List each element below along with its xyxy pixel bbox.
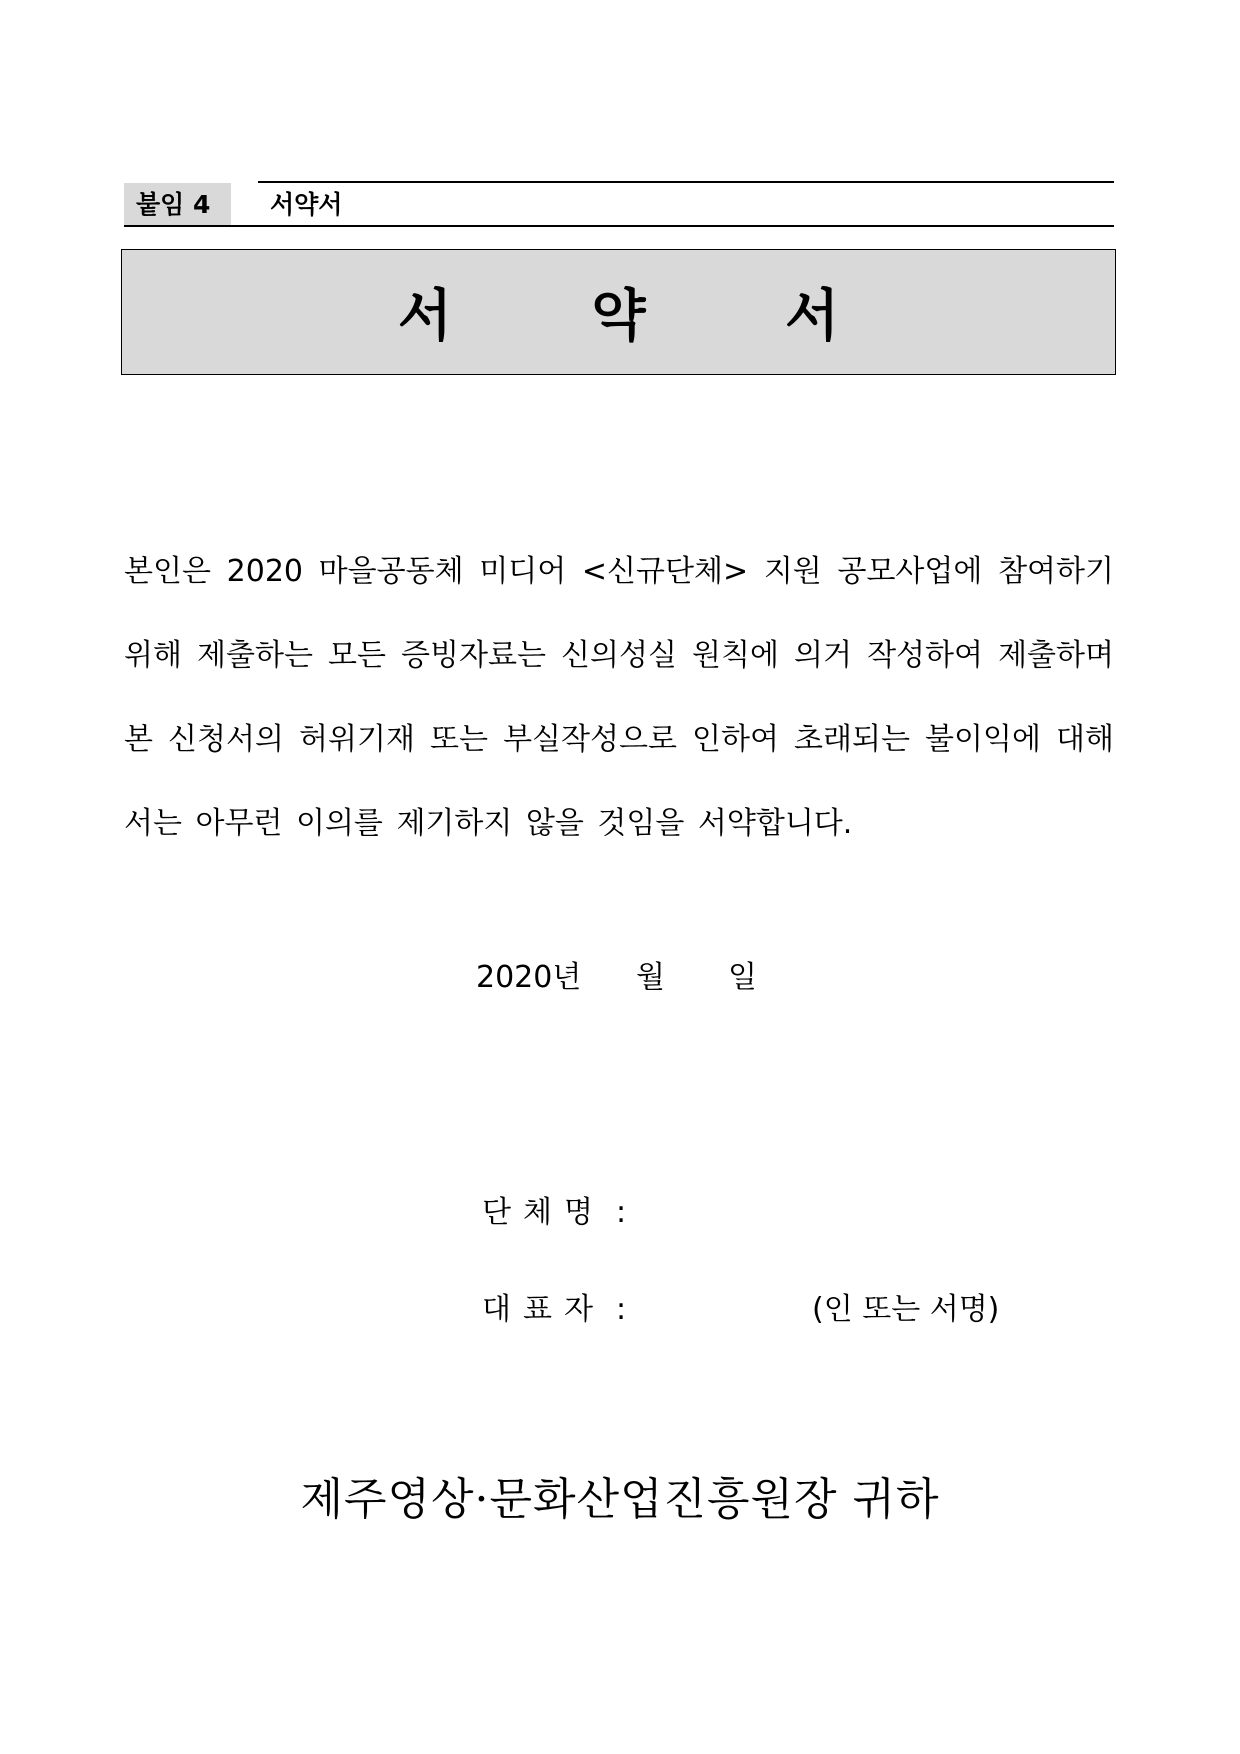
addressee: 제주영상·문화산업진흥원장 귀하	[300, 1474, 940, 1525]
document-title: 서 약 서	[397, 284, 900, 349]
representative-colon: :	[616, 1292, 627, 1327]
attachment-label: 붙임 4	[124, 183, 231, 226]
date-day: 일	[728, 960, 757, 995]
header-top-rule	[258, 181, 1114, 183]
org-name-label: 단체명	[482, 1195, 605, 1230]
representative-label: 대표자	[482, 1292, 605, 1327]
date-month: 월	[636, 960, 665, 995]
org-name-colon: :	[616, 1195, 627, 1230]
pledge-paragraph: 본인은 2020 마을공동체 미디어 <신규단체> 지원 공모사업에 참여하기 위해 제출하는 모든 증빙자료는 신의성실 원칙에 의거 작성하여 제출하며 본 신청서의 허위기재 또는 부실작성으로 인하여 초래되는 불이익에 대해서는 아무런 이의를 제기하지 않을 것임을 서약합니다.	[124, 554, 1114, 841]
attachment-title: 서약서	[270, 190, 343, 219]
header-bottom-rule	[124, 225, 1114, 227]
title-box	[121, 249, 1116, 375]
date-line	[476, 958, 757, 998]
representative-field	[482, 1290, 626, 1330]
org-name-field	[482, 1193, 626, 1233]
seal-or-signature-note: (인 또는 서명)	[812, 1292, 1000, 1327]
date-year: 2020년	[476, 960, 582, 995]
